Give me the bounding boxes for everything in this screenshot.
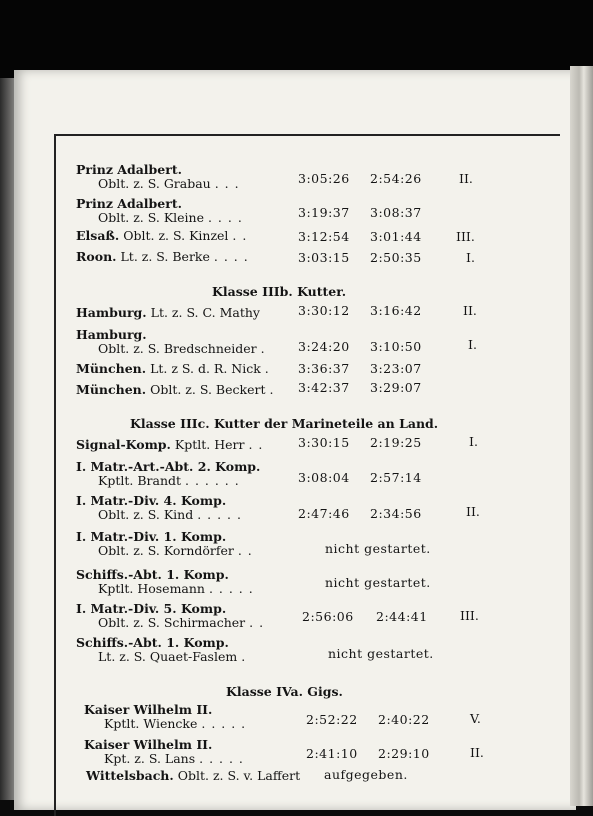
entry-helmsman: Oblt. z. S. Korndörfer . . — [98, 543, 253, 558]
entry-time-corrected: 3:01:44 — [370, 229, 422, 244]
entry-time-corrected: 3:10:50 — [370, 339, 422, 354]
entry-club-name: I. Matr.-Art.-Abt. 2. Komp. — [76, 459, 261, 474]
entry-helmsman: Oblt. z. S. Kind . . . . . — [98, 507, 242, 522]
entry-helmsman: Oblt. z. S. Bredschneider . — [98, 341, 266, 356]
entry-club-name: Schiffs.-Abt. 1. Komp. — [76, 635, 229, 650]
entry-time-elapsed: 3:30:15 — [298, 435, 350, 450]
entry-helmsman: Kptlt. Brandt . . . . . . — [98, 473, 240, 488]
entry-rank: I. — [468, 337, 477, 352]
entry-time-corrected: 2:54:26 — [370, 171, 422, 186]
entry-time-elapsed: 3:42:37 — [298, 380, 350, 395]
entry-time-corrected: 2:19:25 — [370, 435, 422, 450]
entry-status: nicht gestartet. — [325, 541, 431, 556]
entry-helmsman: Kptlt. Hosemann . . . . . — [98, 581, 254, 596]
entry-time-corrected: 2:29:10 — [378, 746, 430, 761]
entry-time-corrected: 3:16:42 — [370, 303, 422, 318]
entry-club-name: Prinz Adalbert. — [76, 162, 182, 177]
entry-time-elapsed: 2:47:46 — [298, 506, 350, 521]
entry-time-elapsed: 2:52:22 — [306, 712, 358, 727]
entry-club-name: Kaiser Wilhelm II. — [84, 737, 213, 752]
entry-single-line: Roon. Lt. z. S. Berke . . . . — [76, 249, 249, 264]
entry-time-corrected: 2:40:22 — [378, 712, 430, 727]
class-heading: Klasse IIIc. Kutter der Marineteile an Land. — [130, 416, 439, 431]
entry-time-elapsed: 2:41:10 — [306, 746, 358, 761]
entry-time-elapsed: 3:12:54 — [298, 229, 350, 244]
entry-time-elapsed: 3:30:12 — [298, 303, 350, 318]
entry-single-line: Elsaß. Oblt. z. S. Kinzel . . — [76, 228, 248, 243]
entry-single-line: München. Oblt. z. S. Beckert . — [76, 382, 275, 397]
entry-club-name: I. Matr.-Div. 1. Komp. — [76, 529, 227, 544]
entry-time-corrected: 3:29:07 — [370, 380, 422, 395]
entry-club-name: Hamburg. — [76, 327, 147, 342]
entry-club-name: I. Matr.-Div. 5. Komp. — [76, 601, 227, 616]
entry-helmsman: Kptlt. Wiencke . . . . . — [104, 716, 247, 731]
class-heading: Klasse IVa. Gigs. — [226, 684, 343, 699]
entry-rank: II. — [470, 745, 484, 760]
entry-rank: II. — [459, 171, 473, 186]
page-stack-edge — [570, 66, 593, 806]
entry-rank: II. — [466, 504, 480, 519]
entry-rank: III. — [456, 229, 475, 244]
entry-helmsman: Kpt. z. S. Lans . . . . . — [104, 751, 244, 766]
entry-helmsman: Oblt. z. S. Kleine . . . . — [98, 210, 243, 225]
entry-time-corrected: 3:08:37 — [370, 205, 422, 220]
entry-time-elapsed: 3:19:37 — [298, 205, 350, 220]
entry-rank: III. — [460, 608, 479, 623]
entry-club-name: I. Matr.-Div. 4. Komp. — [76, 493, 227, 508]
entry-time-corrected: 2:34:56 — [370, 506, 422, 521]
entry-rank: II. — [463, 303, 477, 318]
entry-time-corrected: 2:44:41 — [376, 609, 428, 624]
entry-time-corrected: 2:50:35 — [370, 250, 422, 265]
entry-time-corrected: 3:23:07 — [370, 361, 422, 376]
entry-time-elapsed: 3:24:20 — [298, 339, 350, 354]
entry-helmsman: Oblt. z. S. Grabau . . . — [98, 176, 240, 191]
background-top — [0, 0, 593, 78]
entry-rank: V. — [470, 711, 481, 726]
entry-rank: I. — [466, 250, 475, 265]
entry-single-line: Hamburg. Lt. z. S. C. Mathy — [76, 305, 260, 320]
entry-single-line: Signal-Komp. Kptlt. Herr . . — [76, 437, 264, 452]
entry-time-elapsed: 2:56:06 — [302, 609, 354, 624]
entry-time-elapsed: 3:08:04 — [298, 470, 350, 485]
entry-club-name: Schiffs.-Abt. 1. Komp. — [76, 567, 229, 582]
entry-club-name: Prinz Adalbert. — [76, 196, 182, 211]
entry-time-elapsed: 3:36:37 — [298, 361, 350, 376]
entry-single-line: Wittelsbach. Oblt. z. S. v. Laffert — [86, 768, 301, 783]
entry-rank: I. — [469, 434, 478, 449]
entry-status: nicht gestartet. — [325, 575, 431, 590]
entry-helmsman: Oblt. z. S. Schirmacher . . — [98, 615, 265, 630]
entry-helmsman: Lt. z. S. Quaet-Faslem . — [98, 649, 247, 664]
entry-status: nicht gestartet. — [328, 646, 434, 661]
entry-time-elapsed: 3:03:15 — [298, 250, 350, 265]
entry-single-line: München. Lt. z S. d. R. Nick . — [76, 361, 270, 376]
entry-time-corrected: 2:57:14 — [370, 470, 422, 485]
class-heading: Klasse IIIb. Kutter. — [212, 284, 347, 299]
entry-status: aufgegeben. — [324, 767, 408, 782]
entry-time-elapsed: 3:05:26 — [298, 171, 350, 186]
entry-club-name: Kaiser Wilhelm II. — [84, 702, 213, 717]
